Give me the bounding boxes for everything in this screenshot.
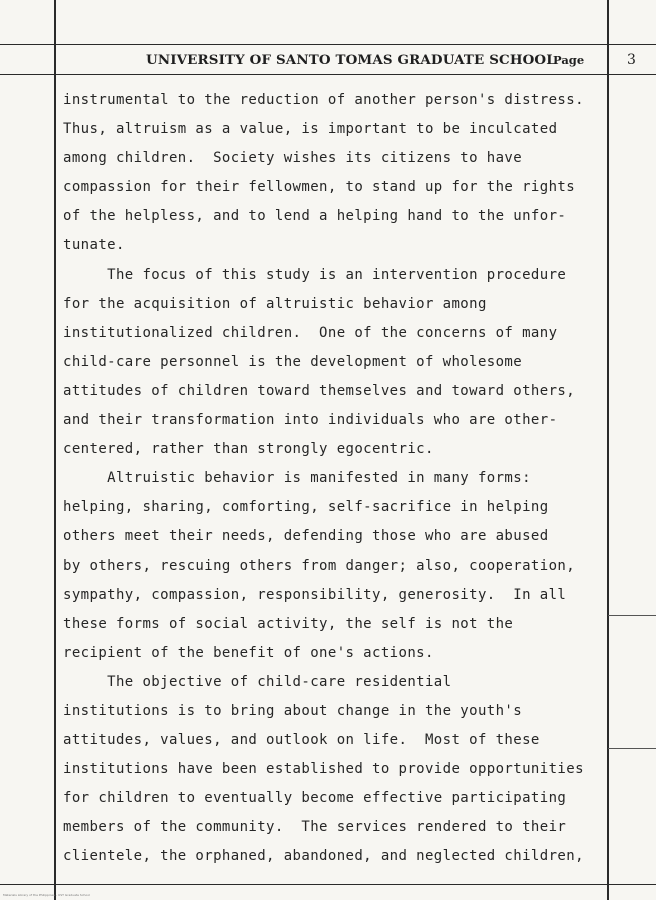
left-margin-rule bbox=[54, 0, 56, 900]
text-line: helping, sharing, comforting, self-sacrifice in helping bbox=[63, 499, 549, 516]
text-line: institutions is to bring about change in the youth's bbox=[63, 702, 523, 719]
text-line: Thus, altruism as a value, is important to be inculcated bbox=[63, 121, 558, 138]
text-line: and their transformation into individuals who are other- bbox=[63, 412, 558, 429]
text-line: The focus of this study is an intervention procedure bbox=[63, 266, 567, 283]
text-line: among children. Society wishes its citizens to have bbox=[63, 150, 523, 167]
text-line: The objective of child-care residential bbox=[63, 673, 452, 690]
page-number: 3 bbox=[627, 52, 636, 68]
text-line: these forms of social activity, the self is not the bbox=[63, 615, 514, 632]
text-line: of the helpless, and to lend a helping hand to the unfor- bbox=[63, 208, 567, 225]
header-top-rule bbox=[0, 44, 656, 45]
text-line: child-care personnel is the development of wholesome bbox=[63, 353, 523, 370]
right-margin-tick-lower bbox=[608, 748, 656, 749]
footer-rule bbox=[0, 884, 656, 885]
text-line: Altruistic behavior is manifested in many forms: bbox=[63, 470, 531, 487]
text-line: sympathy, compassion, responsibility, generosity. In all bbox=[63, 586, 567, 603]
right-margin-tick-upper bbox=[608, 615, 656, 616]
text-line: for children to eventually become effective participating bbox=[63, 790, 567, 807]
archive-footer-note: Materials Library of the Philippines - UST Graduate School bbox=[3, 893, 90, 897]
text-line: clientele, the orphaned, abandoned, and neglected children, bbox=[63, 848, 584, 865]
text-line: compassion for their fellowmen, to stand up for the rights bbox=[63, 179, 576, 196]
page-label: Page bbox=[553, 53, 585, 67]
text-line: institutions have been established to provide opportunities bbox=[63, 761, 584, 778]
body-text bbox=[63, 86, 608, 872]
text-line: centered, rather than strongly egocentric. bbox=[63, 441, 434, 458]
text-line: others meet their needs, defending those who are abused bbox=[63, 528, 549, 545]
text-line: tunate. bbox=[63, 237, 125, 254]
university-header-title: UNIVERSITY OF SANTO TOMAS GRADUATE SCHOOL bbox=[146, 52, 556, 68]
text-line: instrumental to the reduction of another person's distress. bbox=[63, 92, 584, 108]
text-line: members of the community. The services rendered to their bbox=[63, 819, 567, 836]
text-line: institutionalized children. One of the concerns of many bbox=[63, 324, 558, 341]
text-line: attitudes, values, and outlook on life. Most of these bbox=[63, 732, 540, 749]
text-line: attitudes of children toward themselves and toward others, bbox=[63, 382, 576, 399]
text-line: recipient of the benefit of one's actions. bbox=[63, 644, 434, 661]
text-line: by others, rescuing others from danger; also, cooperation, bbox=[63, 557, 576, 574]
text-line: for the acquisition of altruistic behavior among bbox=[63, 295, 487, 312]
header-bottom-rule bbox=[0, 74, 656, 75]
